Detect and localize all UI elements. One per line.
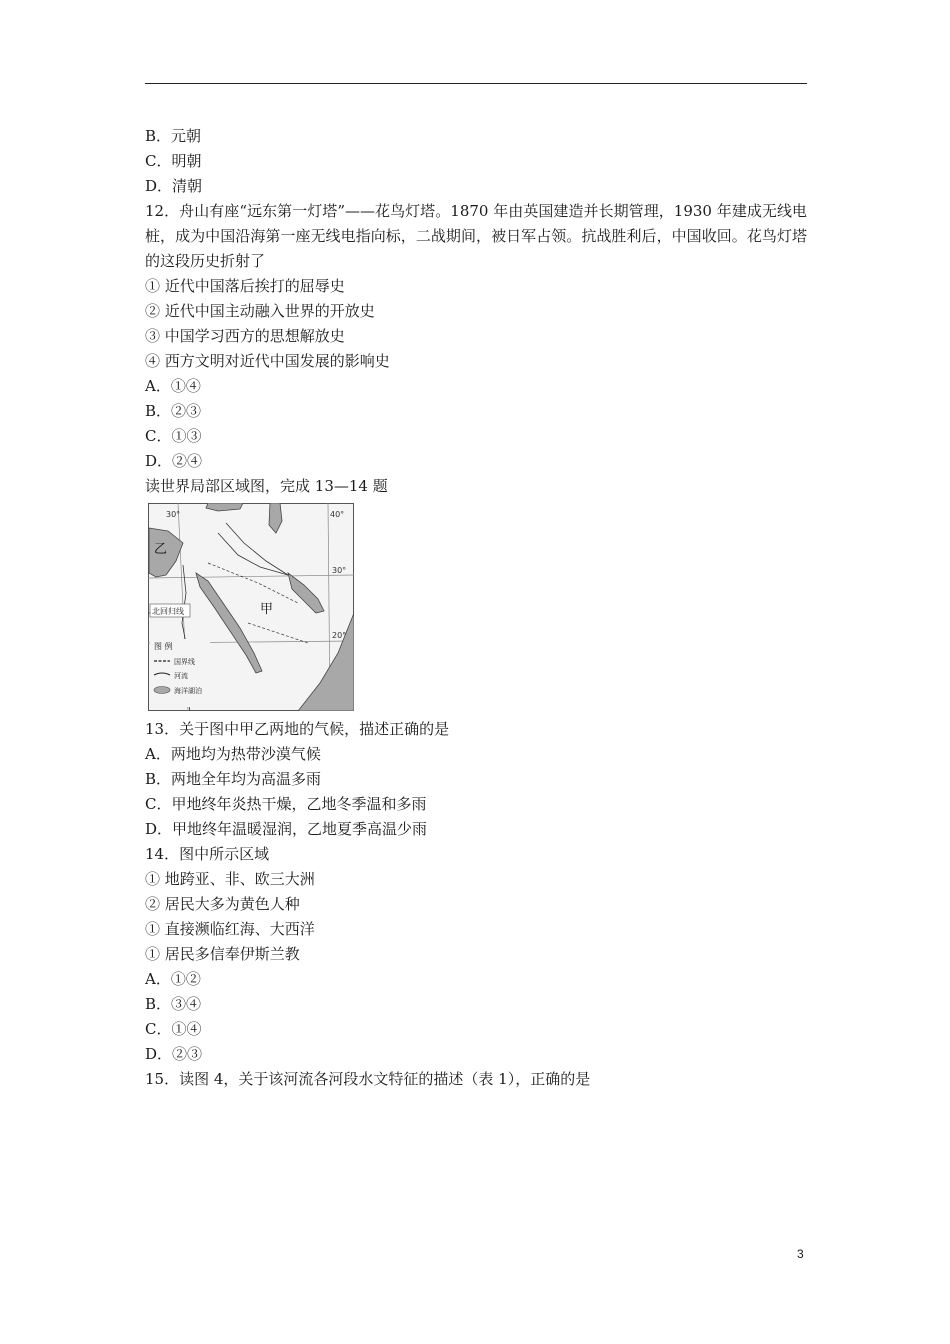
label-tropic: 北回归线 (152, 607, 184, 616)
q14-item-1: ① 地跨亚、非、欧三大洲 (145, 870, 315, 888)
q12-item-2: ② 近代中国主动融入世界的开放史 (145, 302, 375, 320)
label-lon30: 30° (166, 510, 181, 519)
legend-border: 国界线 (174, 658, 195, 666)
label-yi: 乙 (154, 542, 168, 557)
q14-option-a: A．①② (145, 970, 201, 988)
q13-option-a: A．两地均为热带沙漠气候 (145, 745, 321, 763)
q13-stem: 13．关于图中甲乙两地的气候，描述正确的是 (145, 720, 450, 738)
header-rule (145, 83, 807, 84)
q12-option-a: A．①④ (145, 377, 201, 395)
q13-option-b: B．两地全年均为高温多雨 (145, 770, 322, 788)
q12-stem: 12．舟山有座“远东第一灯塔”——花鸟灯塔。1870 年由英国建造并长期管理，1930 年建成无线电桩，成为中国沿海第一座无线电指向标，二战期间，被日军占领。抗战胜利后，中国收回。花鸟灯塔的这段历史折射了 (145, 202, 807, 270)
q12-option-b: B．②③ (145, 402, 202, 420)
label-jia: 甲 (260, 602, 274, 617)
legend-lake: 海洋湖泊 (174, 687, 202, 695)
q14-stem: 14．图中所示区域 (145, 845, 270, 863)
q14-item-4: ① 居民多信奉伊斯兰教 (145, 945, 300, 963)
map-legend (150, 639, 210, 707)
label-lat30: 30° (332, 566, 347, 575)
q14-item-2: ② 居民大多为黄色人种 (145, 895, 300, 913)
q12-option-c: C．①③ (145, 427, 202, 445)
q12-item-1: ① 近代中国落后挨打的屈辱史 (145, 277, 345, 295)
q11-option-d: D．清朝 (145, 177, 203, 195)
page-content (145, 124, 807, 1092)
q14-option-d: D．②③ (145, 1045, 203, 1063)
legend-title: 图 例 (154, 642, 173, 651)
region-map (148, 503, 354, 711)
q13-option-d: D．甲地终年温暖湿润，乙地夏季高温少雨 (145, 820, 428, 838)
map-intro: 读世界局部区域图，完成 13—14 题 (145, 477, 388, 495)
q12-item-4: ④ 西方文明对近代中国发展的影响史 (145, 352, 390, 370)
q14-option-c: C．①④ (145, 1020, 202, 1038)
label-lat20: 20° (332, 631, 347, 640)
q11-option-c: C．明朝 (145, 152, 202, 170)
q12-item-3: ③ 中国学习西方的思想解放史 (145, 327, 345, 345)
page-number: 3 (797, 1247, 804, 1261)
q13-option-c: C．甲地终年炎热干燥，乙地冬季温和多雨 (145, 795, 427, 813)
legend-river: 河流 (174, 672, 188, 680)
q11-option-b: B．元朝 (145, 127, 202, 145)
q14-option-b: B．③④ (145, 995, 202, 1013)
q15-stem: 15．读图 4，关于该河流各河段水文特征的描述（表 1），正确的是 (145, 1070, 591, 1088)
q14-item-3: ① 直接濒临红海、大西洋 (145, 920, 315, 938)
q12-option-d: D．②④ (145, 452, 203, 470)
label-lat40: 40° (330, 510, 345, 519)
